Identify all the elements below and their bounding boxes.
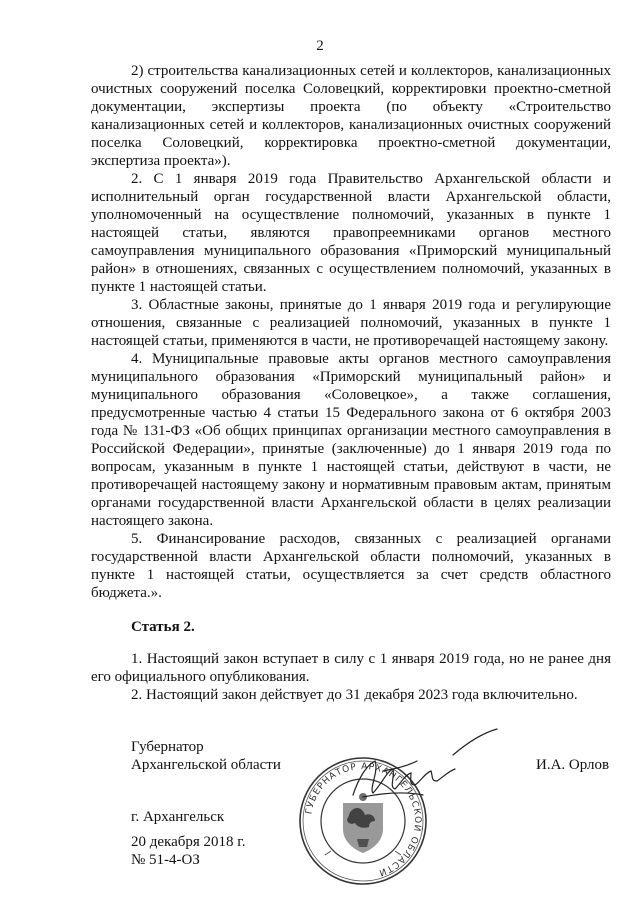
paragraph-2: 2. С 1 января 2019 года Правительство Архангельской области и исполнительный орган государственной власти Архангельской области, уполномоченный на осуществление полномочий, указанных в пункте 1 настоящей статьи, являются правопреемниками органов местного самоуправления муниципального образования «Приморский муниципальный район» в отношениях, связанных с осуществлением полномочий, указанных в пункте 1 настоящей статьи. bbox=[91, 171, 611, 295]
article-heading: Статья 2. bbox=[131, 619, 195, 635]
article2-paragraph-1: 1. Настоящий закон вступает в силу с 1 января 2019 года, но не ранее дня его официального опубликования. bbox=[91, 651, 611, 685]
seal-text: ГУБЕРНАТОР АРХАНГЕЛЬСКОЙ ОБЛАСТИ bbox=[304, 761, 423, 878]
signing-date: 20 декабря 2018 г. bbox=[131, 834, 246, 850]
place-of-signing: г. Архангельск bbox=[131, 809, 225, 825]
paragraph-5: 5. Финансирование расходов, связанных с реализацией органами государственной власти Архангельской области полномочий, указанных в пункте 1 настоящей статьи, осуществляется за счет средств областного бюджета.». bbox=[91, 531, 611, 601]
signatory-title-line2: Архангельской области bbox=[131, 757, 281, 773]
document-body bbox=[91, 62, 611, 704]
page-number: 2 bbox=[316, 38, 324, 54]
article2-paragraph-2: 2. Настоящий закон действует до 31 декабря 2023 года включительно. bbox=[131, 687, 578, 703]
paragraph-4: 4. Муниципальные правовые акты органов местного самоуправления муниципального образования «Приморский муниципальный район» и муниципального образования «Соловецкое», а также соглашения, предусмотренные частью 4 статьи 15 Федерального закона от 6 октября 2003 года № 131-ФЗ «Об общих принципах организации местного самоуправления в Российской Федерации», принятые (заключенные) до 1 января 2019 года по вопросам, указанным в пункте 1 настоящей статьи, действуют в части, не противоречащей настоящему закону и нормативным правовым актам, принятым органами государственной власти Архангельской области в целях реализации настоящего закона. bbox=[91, 351, 611, 529]
signatory-title-line1: Губернатор bbox=[131, 739, 204, 755]
paragraph-1-2: 2) строительства канализационных сетей и коллекторов, канализационных очистных сооружений поселка Соловецкий, корректировки проектно-сметной документации, экспертизы проекта (по объекту «Строительство канализационных сетей и коллекторов, канализационных очистных сооружений поселка Соловецкий, корректировка проектно-сметной документации, экспертиза проекта»). bbox=[91, 63, 611, 169]
signatory-name: И.А. Орлов bbox=[536, 757, 610, 773]
paragraph-3: 3. Областные законы, принятые до 1 января 2019 года и регулирующие отношения, связанные с реализацией полномочий, указанных в пункте 1 настоящей статьи, применяются в части, не противоречащей настоящему закону. bbox=[91, 297, 611, 349]
law-number: № 51-4-ОЗ bbox=[131, 852, 200, 868]
handwritten-signature bbox=[335, 725, 515, 815]
